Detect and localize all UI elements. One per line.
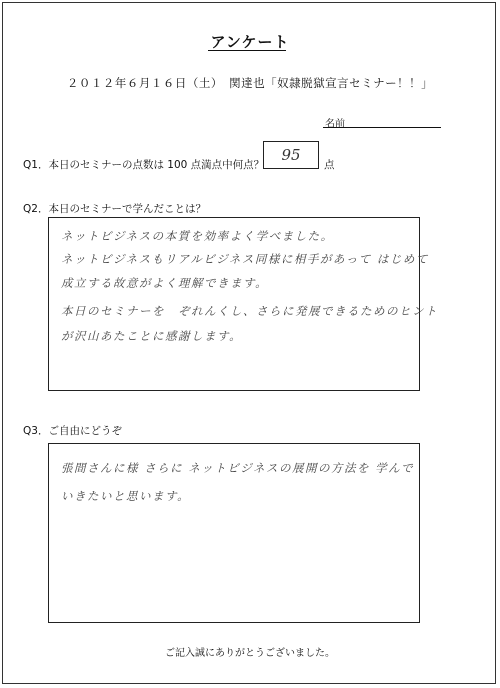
answer-3-line-2: いきたいと思います。 (61, 489, 191, 503)
answer-box-3 (48, 443, 420, 623)
answer-2-line-2: ネットビジネスもリアルビジネス同様に相手があって はじめて (61, 252, 429, 266)
page-title: アンケート (210, 33, 290, 51)
answer-2-line-5: が沢山あたことに感謝します。 (61, 329, 243, 343)
score-unit: 点 (324, 159, 335, 171)
answer-2-line-3: 成立する故意がよく理解できます。 (61, 276, 269, 290)
question-1: Q1．本日のセミナーの点数は 100 点満点中何点？ (23, 159, 265, 171)
title-underline (208, 50, 286, 51)
answer-2-line-1: ネットビジネスの本質を効率よく学べました。 (61, 229, 334, 243)
answer-3-line-1: 張間さんに様 さらに ネットビジネスの展開の方法を 学んで (61, 461, 415, 475)
score-box (263, 141, 319, 169)
question-2: Q2．本日のセミナーで学んだことは？ (23, 203, 206, 215)
name-label: 名前 (325, 119, 345, 130)
survey-sheet (2, 2, 496, 684)
answer-box-2 (48, 217, 438, 391)
score-value: 95 (281, 146, 301, 164)
name-field-line (323, 127, 441, 128)
question-3: Q3．ご自由にどうぞ (23, 425, 122, 437)
footer-thanks: ご記入誠にありがとうございました。 (165, 648, 335, 659)
answer-2-line-4: 本日のセミナーを ぞれんくし、さらに発展できるためのヒント (61, 304, 438, 318)
event-subtitle: ２０１２年６月１６日（土） 関達也「奴隷脱獄宣言セミナー！！」 (66, 76, 434, 90)
